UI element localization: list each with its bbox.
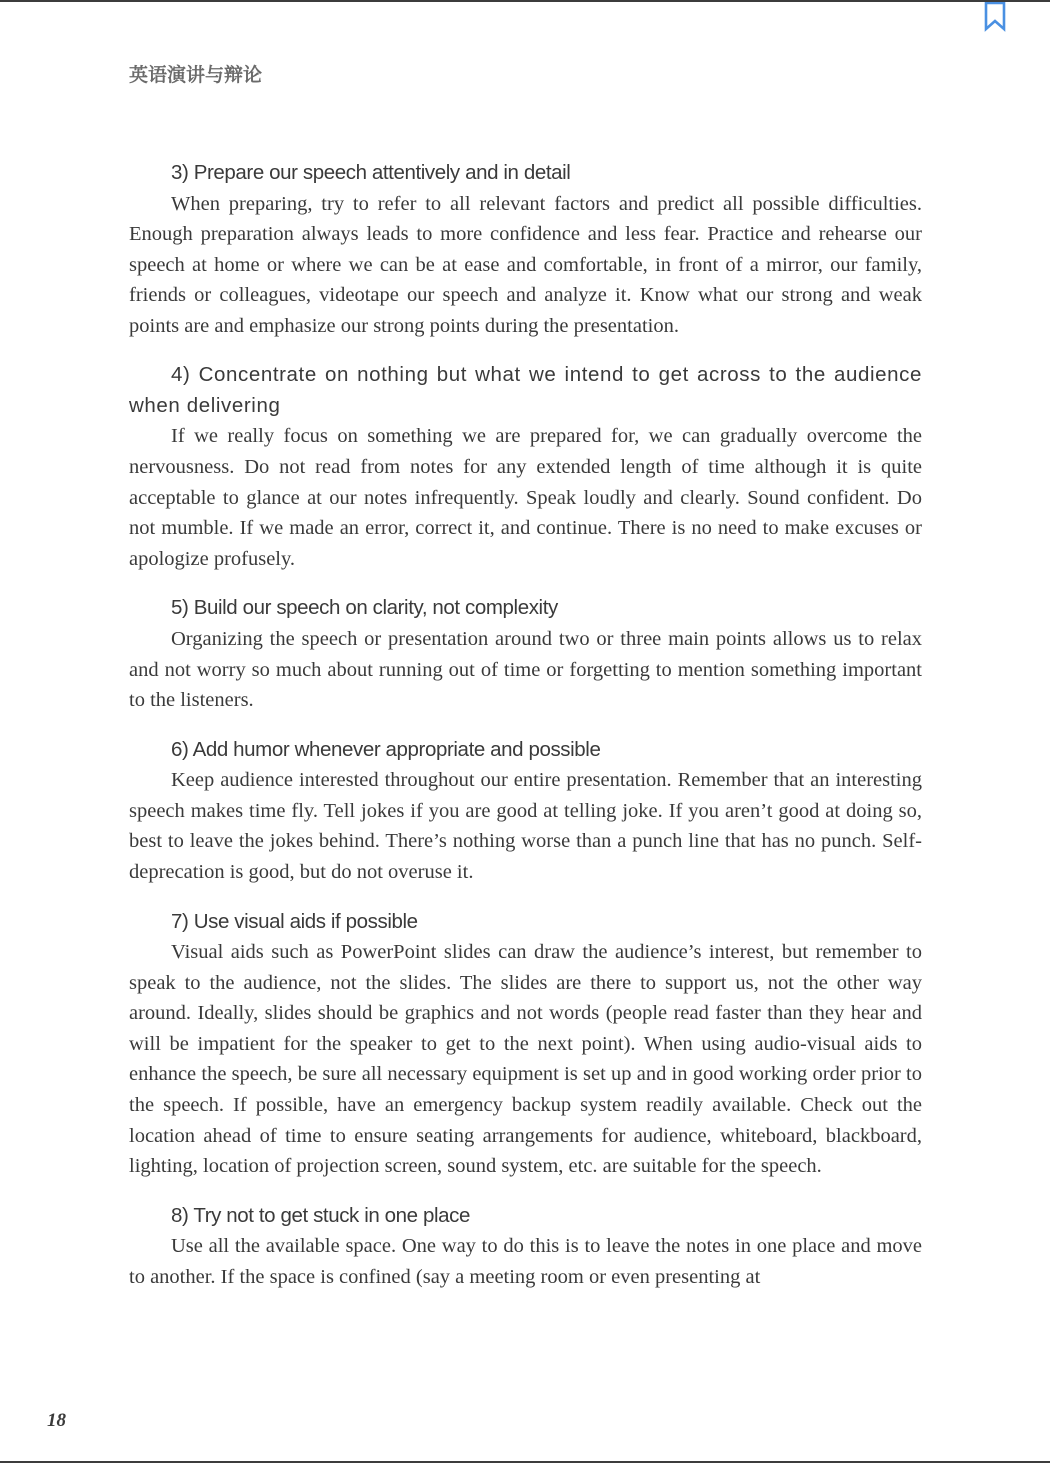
top-border [0,0,1050,2]
page-content [129,158,922,1293]
section-3 [129,158,922,341]
section-gap [129,574,922,593]
section-body: Organizing the speech or presentation around two or three main points allows us to relax and not worry so much about running out of time or forgetting to mention something important to the listeners. [129,627,922,712]
section-4 [129,360,922,574]
bookmark-button[interactable] [983,2,1007,32]
section-body: Use all the available space. One way to do this is to leave the notes in one place and move to another. If the space is confined (say a meeting room or even presenting at [129,1235,922,1288]
section-gap [129,888,922,907]
section-body: Visual aids such as PowerPoint slides can draw the audience’s interest, but remember to speak to the audience, not the slides. The slides are there to support us, not the other way around. Ideally, slides should be graphics and not words (people read faster than they hear and will be impatient for the speaker to get to the next point). When using audio-visual aids to enhance the speech, be sure all necessary equipment is set up and in good working order prior to the speech. If possible, have an emergency backup system readily available. Check out the location ahead of time to ensure seating arrangements for audience, whiteboard, blackboard, lighting, location of projection screen, sound system, etc. are suitable for the speech. [129,941,922,1178]
running-title: 英语演讲与辩论 [129,64,263,86]
section-heading: 6) Add humor whenever appropriate and possible [171,737,601,761]
page-number: 18 [47,1410,66,1431]
section-body: When preparing, try to refer to all relevant factors and predict all possible difficulties. Enough preparation always leads to more confidence and less fear. Practice and rehearse our speech at home or where we can be at ease and comfortable, in front of a mirror, our family, friends or colleagues, videotape our speech and analyze it. Know what our strong and weak points are and emphasize our strong points during the presentation. [129,192,922,337]
section-7 [129,907,922,1182]
section-6 [129,735,922,888]
section-heading: 3) Prepare our speech attentively and in detail [171,161,571,184]
section-body: If we really focus on something we are prepared for, we can gradually overcome the nervousness. Do not read from notes for any extended length of time although it is quite acceptable to glance at our notes infrequently. Speak loudly and clearly. Sound confident. Do not mumble. If we made an error, correct it, and continue. There is no need to make excuses or apologize profusely. [129,425,922,570]
section-heading: 7) Use visual aids if possible [171,909,418,933]
bookmark-icon [983,2,1007,32]
section-gap [129,341,922,360]
section-heading: 5) Build our speech on clarity, not complexity [171,596,558,620]
section-8 [129,1201,922,1293]
section-5 [129,593,922,715]
section-gap [129,716,922,735]
section-heading: 4) Concentrate on nothing but what we intend to get across to the audience when delivering [129,363,922,417]
section-body: Keep audience interested throughout our entire presentation. Remember that an interesting speech makes time fly. Tell jokes if you are good at telling joke. If you aren’t good at doing so, best to leave the jokes behind. There’s nothing worse than a punch line that has no punch. Self-deprecation is good, but do not overuse it. [129,769,922,883]
section-gap [129,1182,922,1201]
section-heading: 8) Try not to get stuck in one place [171,1203,470,1227]
